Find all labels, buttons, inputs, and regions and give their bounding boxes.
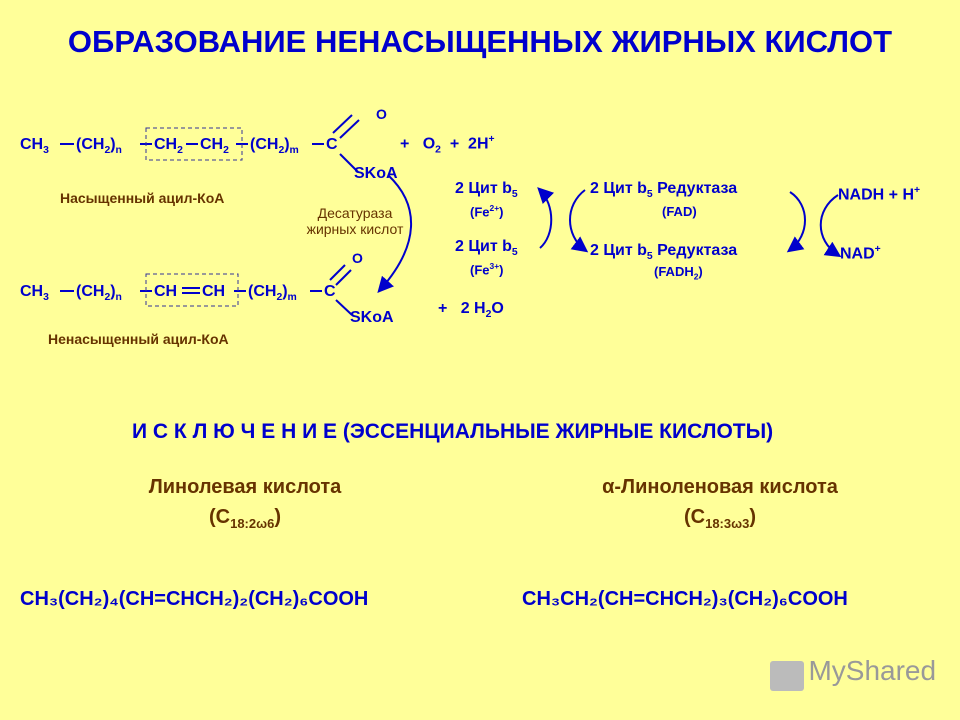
- subscript: 18:3ω3: [705, 516, 750, 531]
- text: (CH: [250, 136, 279, 153]
- plus: +: [400, 135, 410, 153]
- linoleic-formula: CH₃(CH₂)₄(CH=CHCH₂)₂(CH₂)₆COOH: [20, 588, 369, 610]
- saturated-chain: [20, 136, 49, 156]
- subscript: 2: [104, 145, 111, 157]
- text: -Линоленовая кислота: [614, 476, 838, 498]
- text: 2 Цит b: [590, 242, 647, 259]
- enzyme-label: [285, 205, 425, 237]
- subscript-m: m: [287, 292, 297, 304]
- text: (CH: [248, 283, 277, 300]
- subscript: 2: [485, 309, 492, 321]
- subscript: 18:2ω6: [230, 516, 275, 531]
- u-ch3: [20, 283, 49, 303]
- subscript: 2: [693, 271, 699, 282]
- hydrogen: 2H: [468, 135, 489, 153]
- ch3-group: CH: [20, 136, 44, 153]
- cyt-b5-bottom-state: [470, 261, 503, 277]
- superscript: +: [874, 244, 881, 255]
- subscript: 2: [276, 292, 283, 304]
- plus: +: [438, 300, 448, 317]
- text: 2 Цит b: [590, 180, 647, 197]
- subscript: 3: [43, 145, 49, 157]
- linolenic-code: [540, 506, 900, 531]
- o2: O: [422, 135, 436, 153]
- subscript: 2: [278, 145, 285, 157]
- alpha: α: [602, 476, 615, 498]
- subscript: 2: [223, 145, 229, 157]
- nadh: [838, 185, 920, 204]
- enzyme-line1: Десатураза: [317, 205, 393, 221]
- text: (FADH: [654, 264, 694, 279]
- subscript-m: m: [289, 145, 299, 157]
- u-ch-b: CH: [202, 283, 226, 300]
- reductase-top: [590, 180, 737, 200]
- subscript: 2: [104, 292, 111, 304]
- subscript-n: n: [115, 292, 122, 304]
- cyt-b5-top-state: [470, 203, 503, 219]
- ch2-a: [154, 136, 183, 156]
- superscript: 3+: [489, 261, 500, 271]
- text: CH: [20, 283, 44, 300]
- text: (Fe: [470, 204, 490, 220]
- text: (C: [683, 506, 706, 528]
- linoleic-code: [110, 506, 380, 531]
- u-ch2m: $(CH_2)_m$: [248, 283, 297, 304]
- text: CH: [200, 136, 224, 153]
- subscript: 2: [435, 144, 441, 156]
- text: Редуктаза: [652, 242, 738, 259]
- carbon: C: [326, 136, 338, 153]
- cyt-b5-top: [455, 180, 518, 200]
- linolenic-formula: CH₃CH₂(CH=CHCH₂)₃(CH₂)₆COOH: [522, 588, 848, 610]
- ch2-b: [200, 136, 229, 156]
- text: ): [274, 506, 281, 528]
- text: (CH: [76, 283, 105, 300]
- unsaturated-label: Ненасыщенный ацил-КоА: [48, 331, 229, 347]
- subscript: 2: [177, 145, 183, 157]
- cyt-b5-bottom: [455, 238, 518, 258]
- text: NADH + H: [838, 186, 915, 204]
- page-title: ОБРАЗОВАНИЕ НЕНАСЫЩЕННЫХ ЖИРНЫХ КИСЛОТ: [67, 24, 893, 59]
- superscript: 2+: [489, 203, 500, 213]
- oxygen: O: [376, 106, 387, 122]
- superscript: +: [488, 134, 495, 145]
- u-skoa: SKoA: [350, 309, 394, 326]
- text: (C: [208, 506, 231, 528]
- u-carbon: C: [324, 283, 336, 300]
- subscript-n: n: [115, 145, 122, 157]
- water: [438, 300, 504, 320]
- skoa: SKoA: [354, 165, 398, 182]
- text: CH: [154, 136, 178, 153]
- text: Редуктаза: [652, 180, 738, 197]
- text: ): [499, 262, 504, 278]
- subscript: 5: [511, 189, 518, 201]
- enzyme-line2: жирных кислот: [306, 221, 404, 237]
- text: ): [698, 264, 703, 279]
- subscript: 5: [646, 189, 653, 201]
- linoleic-name: Линолевая кислота: [148, 476, 342, 498]
- text: 2 Цит b: [455, 180, 512, 197]
- reductase-bottom-cofactor: [654, 264, 703, 282]
- reductase-bottom: [590, 242, 737, 262]
- text: (CH: [76, 136, 105, 153]
- ch2n-group: $(CH_2)_n$: [76, 136, 122, 157]
- saturated-label: Насыщенный ацил-КоА: [60, 190, 225, 206]
- u-ch-a: CH: [154, 283, 178, 300]
- u-oxygen: O: [352, 250, 363, 266]
- superscript: +: [914, 185, 921, 196]
- reductase-top-cofactor: (FAD): [662, 204, 697, 219]
- text: (Fe: [470, 262, 490, 278]
- subscript: 5: [646, 251, 653, 263]
- linolenic-name: [540, 476, 900, 499]
- exception-heading: И С К Л Ю Ч Е Н И Е (ЭССЕНЦИАЛЬНЫЕ ЖИРНЫЕ КИСЛОТЫ): [132, 420, 774, 443]
- u-ch2n: $(CH_2)_n$: [76, 283, 122, 304]
- nad: [840, 244, 881, 263]
- watermark: [770, 655, 936, 691]
- text: 2 Цит b: [455, 238, 512, 255]
- text: NAD: [840, 245, 875, 263]
- subscript: 3: [43, 292, 49, 304]
- oxygen: O: [491, 300, 504, 317]
- subscript: 5: [511, 247, 518, 259]
- watermark-text: MyShared: [808, 655, 937, 686]
- text: ): [749, 506, 756, 528]
- logo-icon: [770, 661, 804, 691]
- ch2m-group: $(CH_2)_m$: [250, 136, 299, 157]
- text: ): [499, 204, 504, 220]
- plus: +: [449, 135, 460, 153]
- reagents: [400, 134, 495, 156]
- text: 2 H: [460, 300, 486, 317]
